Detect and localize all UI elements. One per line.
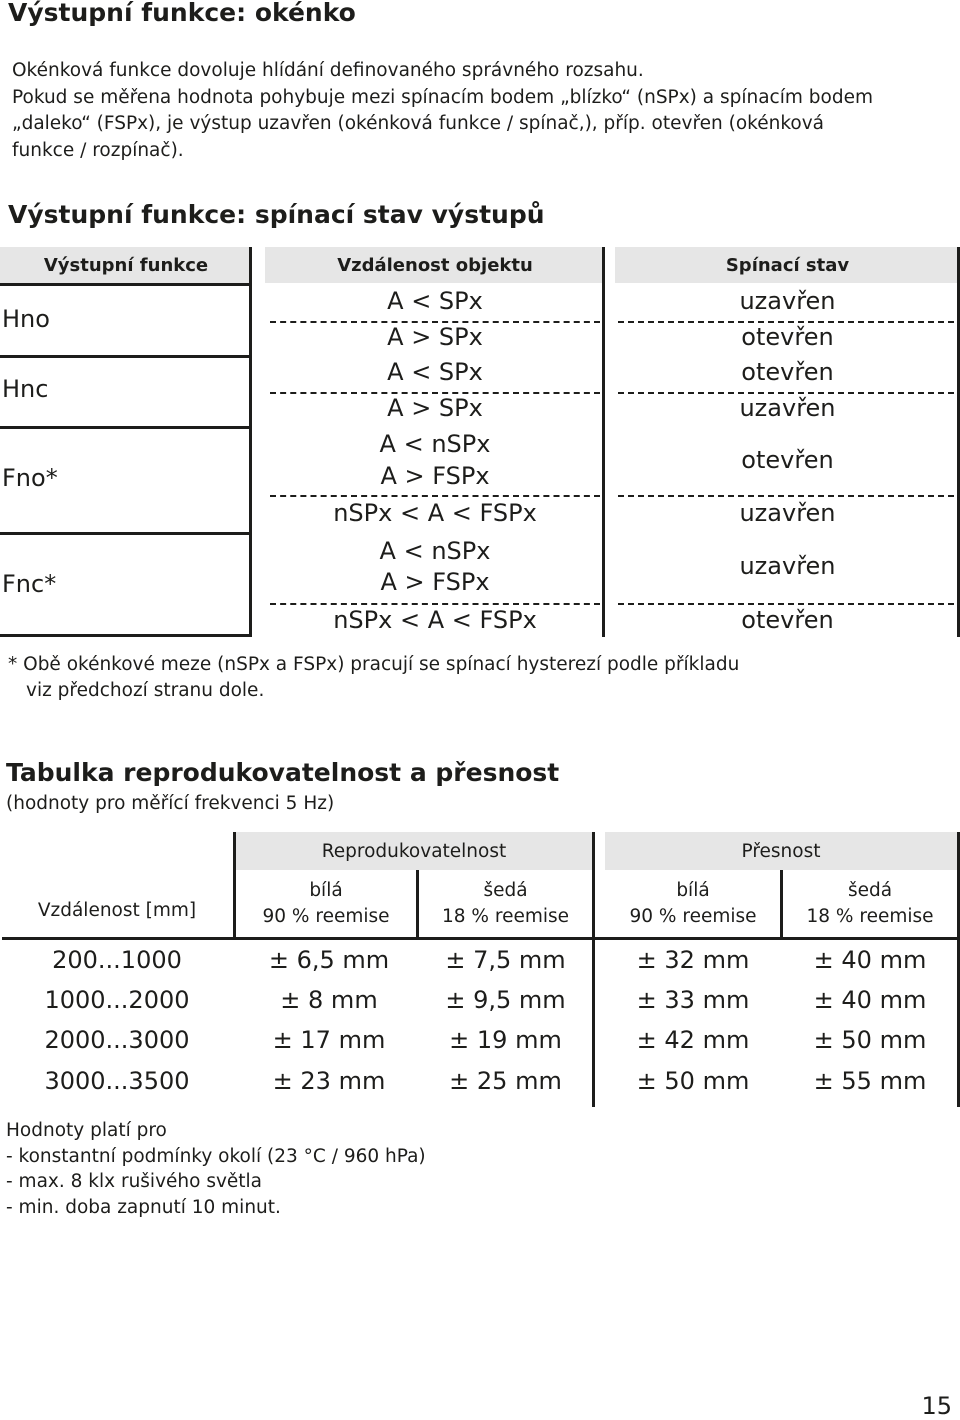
subheader-reemise: 90 % reemise <box>262 906 390 927</box>
condition-line: - min. doba zapnutí 10 minut. <box>6 1196 281 1218</box>
row-divider <box>0 283 252 286</box>
function-label: Hno <box>2 305 50 333</box>
column-divider <box>249 247 252 637</box>
value-cell: ± 25 mm <box>449 1067 562 1095</box>
distance-range: 3000...3500 <box>44 1067 190 1095</box>
value-cell: ± 50 mm <box>813 1026 927 1054</box>
header-object-distance: Vzdálenost objektu <box>265 247 605 283</box>
row-divider <box>0 634 252 637</box>
switching-state: otevřen <box>741 606 834 634</box>
subheader-reemise: 90 % reemise <box>629 906 757 927</box>
value-cell: ± 6,5 mm <box>268 946 390 974</box>
group-header-repeatability: Reprodukovatelnost <box>236 832 592 870</box>
header-switching-state: Spínací stav <box>615 247 960 283</box>
subheader-white-accuracy <box>605 878 781 930</box>
distance-condition: A < SPx <box>387 287 483 315</box>
function-label: Hnc <box>2 375 49 403</box>
switching-state: uzavřen <box>739 499 836 527</box>
switching-state: otevřen <box>741 323 834 351</box>
value-cell: ± 7,5 mm <box>445 946 566 974</box>
section-subtitle: (hodnoty pro měřící frekvenci 5 Hz) <box>6 793 335 814</box>
paragraph-line: Okénková funkce dovoluje hlídání definovaného správného rozsahu. <box>12 60 644 81</box>
distance-range: 2000...3000 <box>44 1026 190 1054</box>
subheader-color: šedá <box>483 880 528 901</box>
distance-condition: nSPx < A < FSPx <box>333 499 537 527</box>
value-cell: ± 33 mm <box>636 986 750 1014</box>
subheader-reemise: 18 % reemise <box>806 906 934 927</box>
condition-line: - konstantní podmínky okolí (23 °C / 960 hPa) <box>6 1145 426 1167</box>
switching-state: uzavřen <box>739 287 836 315</box>
distance-condition: A < nSPx <box>379 430 491 458</box>
dashed-divider <box>270 495 600 497</box>
dashed-divider <box>618 495 954 497</box>
note-line: viz předchozí stranu dole. <box>26 680 265 701</box>
value-cell: ± 50 mm <box>636 1067 750 1095</box>
value-cell: ± 42 mm <box>636 1026 750 1054</box>
paragraph-line: „daleko“ (FSPx), je výstup uzavřen (okénková funkce / spínač,), příp. otevřen (okénková <box>12 113 824 134</box>
condition-line: - max. 8 klx rušivého světla <box>6 1171 263 1192</box>
paragraph-line: Pokud se měřena hodnota pohybuje mezi spínacím bodem „blízko“ (nSPx) a spínacím bodem <box>12 86 873 108</box>
header-distance: Vzdálenost [mm] <box>37 900 197 921</box>
switching-state: otevřen <box>741 358 834 386</box>
value-cell: ± 32 mm <box>636 946 750 974</box>
distance-range: 200...1000 <box>52 946 182 974</box>
distance-range: 1000...2000 <box>44 986 190 1014</box>
distance-condition: A < nSPx <box>379 537 491 565</box>
hysteresis-note <box>8 652 739 704</box>
value-cell: ± 55 mm <box>813 1067 927 1095</box>
value-cell: ± 9,5 mm <box>445 986 566 1014</box>
switching-state: uzavřen <box>739 552 836 580</box>
function-label: Fno* <box>2 464 58 492</box>
column-divider <box>592 832 595 1107</box>
distance-condition: A > FSPx <box>380 568 490 596</box>
value-cell: ± 40 mm <box>813 986 927 1014</box>
subheader-white-repeat <box>236 878 416 930</box>
subheader-color: šedá <box>847 880 893 901</box>
dashed-divider <box>270 603 600 605</box>
subheader-grey-accuracy <box>783 878 957 930</box>
distance-condition: A > FSPx <box>380 462 490 490</box>
condition-line: Hodnoty platí pro <box>6 1120 167 1141</box>
subheader-reemise: 18 % reemise <box>441 906 570 927</box>
row-divider <box>0 355 252 358</box>
value-cell: ± 8 mm <box>280 986 378 1014</box>
section-title-window-function: Výstupní funkce: okénko <box>8 0 356 27</box>
paragraph-line: funkce / rozpínač). <box>12 139 184 161</box>
distance-condition: nSPx < A < FSPx <box>333 606 537 634</box>
dashed-divider <box>618 603 954 605</box>
group-header-accuracy: Přesnost <box>605 832 957 870</box>
distance-condition: A > SPx <box>387 394 483 422</box>
value-cell: ± 40 mm <box>813 946 927 974</box>
subheader-grey-repeat <box>419 878 592 930</box>
row-divider <box>0 426 252 429</box>
distance-condition: A > SPx <box>387 323 483 351</box>
header-divider <box>2 937 960 940</box>
page-number: 15 <box>921 1392 952 1420</box>
value-cell: ± 19 mm <box>449 1026 562 1054</box>
section-title-repeatability: Tabulka reprodukovatelnost a přesnost <box>6 758 560 787</box>
row-divider <box>0 532 252 535</box>
function-label: Fnc* <box>2 570 57 598</box>
note-line: * Obě okénkové meze (nSPx a FSPx) pracují se spínací hysterezí podle příkladu <box>8 654 740 675</box>
value-cell: ± 23 mm <box>272 1067 386 1095</box>
switching-state: otevřen <box>741 446 834 474</box>
section-title-switching-state: Výstupní funkce: spínací stav výstupů <box>8 200 545 229</box>
subheader-color: bílá <box>676 880 710 901</box>
value-cell: ± 17 mm <box>272 1026 386 1054</box>
validity-conditions <box>6 1118 426 1220</box>
header-output-function: Výstupní funkce <box>0 247 252 283</box>
distance-condition: A < SPx <box>387 358 483 386</box>
window-function-paragraph <box>12 58 952 164</box>
switching-state: uzavřen <box>739 394 836 422</box>
subheader-color: bílá <box>309 880 343 901</box>
